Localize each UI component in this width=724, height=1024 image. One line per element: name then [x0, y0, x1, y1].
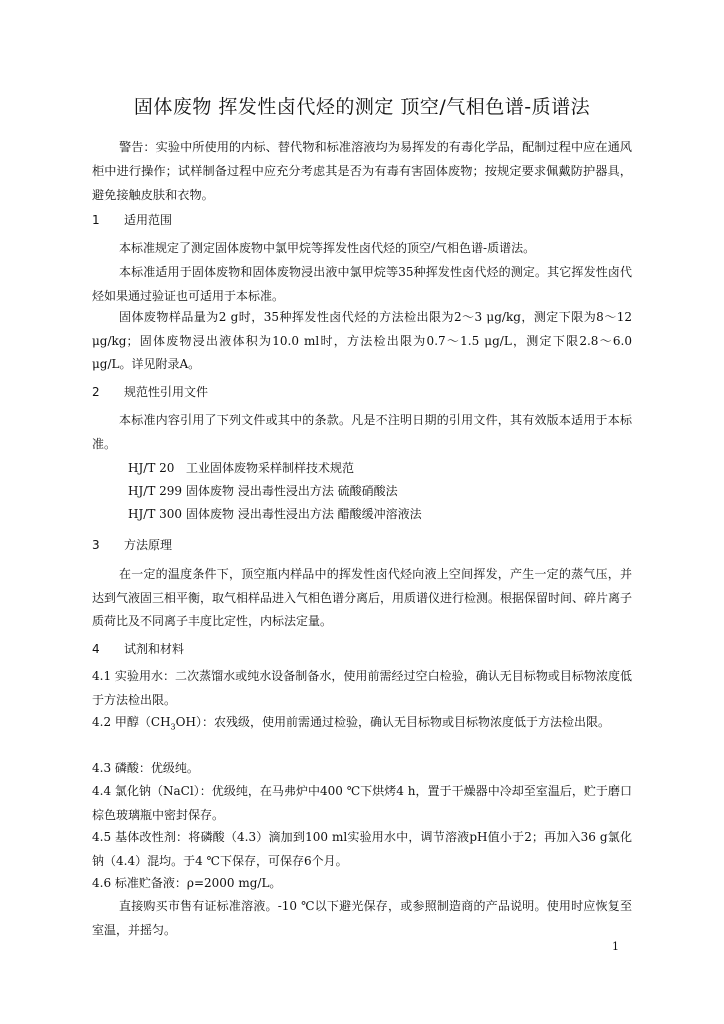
item-4-2-text-b: OH）：农残级，使用前需通过检验，确认无目标物或目标物浓度低于方法检出限。 — [175, 715, 610, 729]
section-1-number: 1 — [92, 213, 100, 227]
section-4-title: 试剂和材料 — [124, 642, 185, 656]
item-4-2-subscript: 3 — [170, 722, 176, 732]
section-1-paragraph-1: 本标准规定了测定固体废物中氯甲烷等挥发性卤代烃的顶空/气相色谱-质谱法。 — [119, 241, 536, 255]
item-4-4: 4.4 氯化钠（NaCl）：优级纯，在马弗炉中400 ℃下烘烤4 h，置于干燥器中冷却至室温后，贮于磨口棕色玻璃瓶中密封保存。 — [92, 784, 632, 822]
section-3-heading — [92, 537, 632, 553]
item-4-2-text-a: 4.2 甲醇（CH — [92, 715, 171, 729]
section-2-paragraph-1: 本标准内容引用了下列文件或其中的条款。凡是不注明日期的引用文件，其有效版本适用于本标准。 — [92, 413, 632, 451]
section-4-heading — [92, 641, 632, 657]
item-4-6: 4.6 标准贮备液：ρ=2000 mg/L。 — [92, 876, 282, 890]
section-2-heading — [92, 384, 632, 400]
warning-paragraph: 警告：实验中所使用的内标、替代物和标准溶液均为易挥发的有毒化学品，配制过程中应在通风柜中进行操作；试样制备过程中应充分考虑其是否为有毒有害固体废物；按规定要求佩戴防护器具，避免接触皮肤和衣物。 — [92, 140, 632, 202]
reference-name: 工业固体废物采样制样技术规范 — [186, 461, 355, 475]
section-3-paragraph-1: 在一定的温度条件下，顶空瓶内样品中的挥发性卤代烃向液上空间挥发，产生一定的蒸气压，并达到气液固三相平衡，取气相样品进入气相色谱分离后，用质谱仪进行检测。根据保留时间、碎片离子质荷比及不同离子丰度比定性，内标法定量。 — [92, 567, 633, 628]
reference-item — [128, 480, 398, 502]
section-1-paragraph-2: 本标准适用于固体废物和固体废物浸出液中氯甲烷等35种挥发性卤代烃的测定。其它挥发性卤代烃如果通过验证也可适用于本标准。 — [92, 265, 632, 303]
item-4-1: 4.1 实验用水：二次蒸馏水或纯水设备制备水，使用前需经过空白检验，确认无目标物或目标物浓度低于方法检出限。 — [92, 669, 632, 707]
section-3-title: 方法原理 — [124, 538, 173, 552]
section-2-title: 规范性引用文件 — [124, 385, 209, 399]
section-2-number: 2 — [92, 385, 100, 399]
reference-name: 固体废物 浸出毒性浸出方法 醋酸缓冲溶液法 — [186, 507, 422, 521]
reference-item — [128, 457, 354, 479]
section-1-paragraph-3: 固体废物样品量为2 g时，35种挥发性卤代烃的方法检出限为2～3 μg/kg，测定下限为8～12 μg/kg；固体废物浸出液体积为10.0 ml时，方法检出限为0.7～1.5 μg/L，测定下限2.8～6.0 μg/L。详见附录A。 — [92, 310, 632, 371]
item-4-5: 4.5 基体改性剂：将磷酸（4.3）滴加到100 ml实验用水中，调节溶液pH值小于2；再加入36 g氯化钠（4.4）混均。于4 ℃下保存，可保存6个月。 — [92, 830, 632, 868]
reference-code: HJ/T 20 — [128, 461, 175, 475]
document-title: 固体废物 挥发性卤代烃的测定 顶空/气相色谱-质谱法 — [133, 96, 591, 118]
reference-item — [128, 503, 422, 525]
item-4-3: 4.3 磷酸：优级纯。 — [92, 761, 199, 775]
section-3-number: 3 — [92, 538, 100, 552]
reference-name: 固体废物 浸出毒性浸出方法 硫酸硝酸法 — [186, 484, 398, 498]
page-number: 1 — [612, 940, 619, 953]
section-1-heading — [92, 212, 632, 228]
reference-code: HJ/T 300 — [128, 507, 183, 521]
item-4-2 — [92, 711, 632, 739]
item-4-6-paragraph: 直接购买市售有证标准溶液。-10 ℃以下避光保存，或参照制造商的产品说明。使用时应恢复至室温，并摇匀。 — [92, 899, 632, 937]
reference-code: HJ/T 299 — [128, 484, 183, 498]
section-4-number: 4 — [92, 642, 100, 656]
section-1-title: 适用范围 — [124, 213, 173, 227]
